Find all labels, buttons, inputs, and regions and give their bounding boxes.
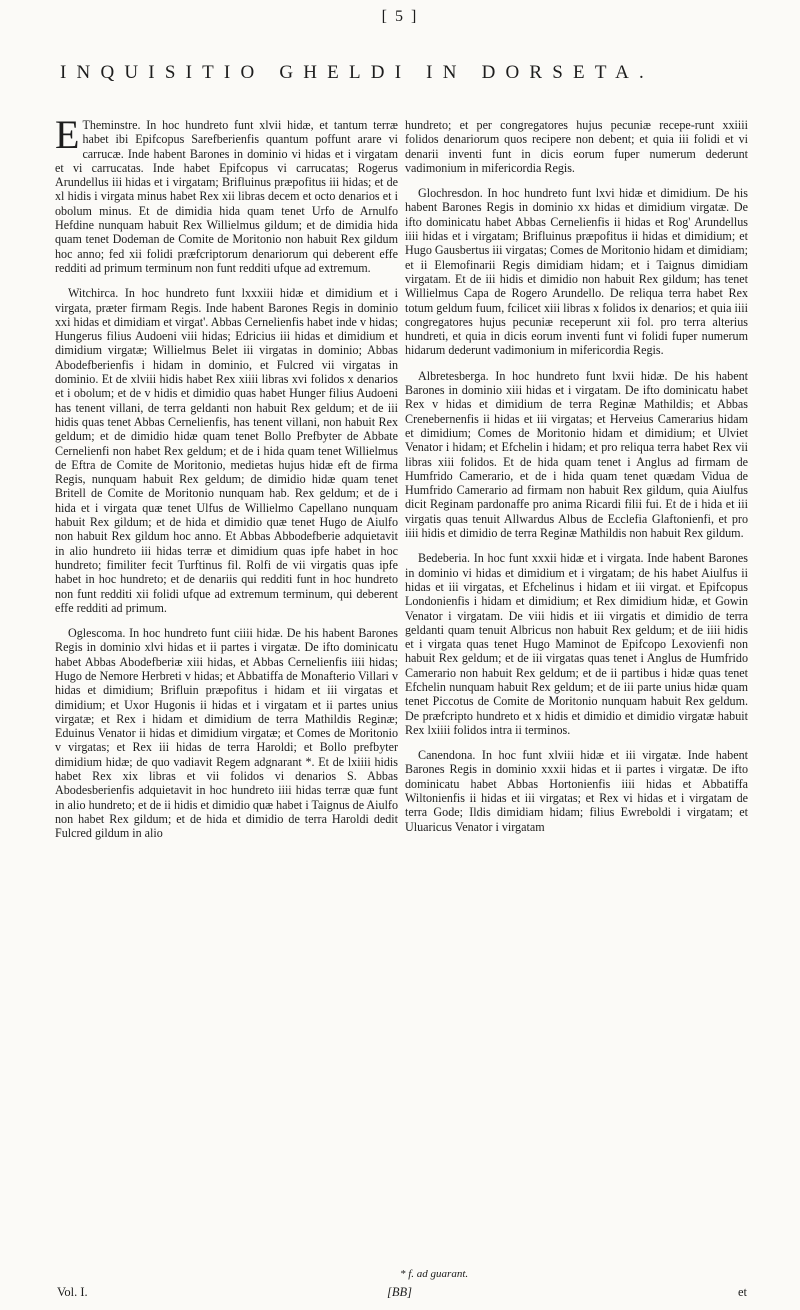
signature-mark: [BB]	[387, 1285, 412, 1299]
paragraph-albretesberga: Albretesberga. In hoc hundreto funt lxvii hidæ. De his habent Barones in dominio xiii hidas et i virgatam. De ifto dominicatu habet Rex v hidas et dimidium de terra Reginæ Mathildis; et Abbas Crenebernenfis ii hidas et iii virgatas; et Herveius Camerarius hidam et dimidium; Comes de Moritonio hidam et dimidium; et Ulviet Venator i hidam; et Efchelin i hidam; et pro reliqua terra habet Rex vii libras xiii folidos. Et de hida quam tenet i Anglus ad firmam de Humfrido Camerario, et de i hida quam tenet quædam Vidua de Humfrido Camerario ad firmam non habuit Rex gildum, quia Aiulfus dicit Reginam pardonaffe pro anima Ricardi filii fui. Et de i hida et iii virgatis quas tenuit Allwardus Albus de Ecclefia Glaftonienfi, et pro iiii hidis et dimidio de terra Reginæ Mathildis non habuit Rex gildum.	[405, 368, 748, 541]
catchword: et	[737, 1285, 747, 1299]
left-column	[55, 112, 398, 852]
paragraph-continuation: hundreto; et per congregatores hujus pecuniæ recepe-runt xxiiii folidos denariorum quos recipere non debent; et quia iii folidi et vi denarii inventi funt in dicis eorum fuper numerum dederunt vadimonium in mifericordia Regis.	[405, 118, 748, 175]
paragraph-canendona: Canendona. In hoc funt xlviii hidæ et iii virgatæ. Inde habent Barones Regis in dominio xxxii hidas et ii partes i virgatæ. De ifto dominicatu habet Abbas Hortonienfis iiii hidas et Abbatiffa Wiltonienfis ii hidas et iii virgatas; et Rex vi hidas et i virgatam de terra Gode; Ildis dimidiam hidam; filius Ewreboldi i virgatam; et Uluaricus Venator i virgatam	[405, 748, 748, 834]
volume-label: Vol. I.	[57, 1285, 88, 1299]
drop-cap: E	[55, 112, 80, 157]
paragraph-ethminstre	[55, 112, 398, 275]
paragraph-witchirca: Witchirca. In hoc hundreto funt lxxxiii hidæ et dimidium et i virgata, præter firmam Regis. Inde habent Barones Regis in dominio xxi hidas et dimidiam et virgat'. Abbas Cernelienfis habet inde v hidas; Hungerus filius Audoeni viii hidas; Edricius iii hidas et dimidium et dimidium virgatæ; Willielmus Belet iii virgatas in dominio; Abbas Abodefberienfis i hidam in dominio, et Fulcred vii virgatas in dominio. Et de xlviii hidis habet Rex xiiii libras xvi folidos x denarios et i obolum; et de v hidis et dimidio quas habet Hunger filius Audoeni has tenent villani, de terra geldanti non habuit Rex geldum; et de iii hidis quas tenet Abbas Cernelienfis, has tenent villani, non habuit Rex geldum; et de dimidio hidæ quam tenet Bollo Prefbyter de Abbate Cernelienfi non habet Rex geldum; et de i hida quam tenet Willielmus de Eftra de Comite de Moritonio, medietas hujus hidæ eft de firma Regis, nunquam habuit Rex geldum; de dimidio hidæ quam tenet Britell de Comite de Moritonio nunquam hab. Rex geldum; et de i hida et i virgata quæ tenet Ulfus de Willielmo Capellano nunquam habuit Rex gildum; et de hida et dimidio quæ tenet Hugo de Aiulfo non habuit Rex gildum hoc anno. Et Abbas Abbodefberie adquietavit in alio hundreto iii hidas terræ et dimidium quas ipfe habet in hoc hundreto; fimiliter fecit Turftinus fil. Rolfi de vii virgatis quas ipfe habet in hoc hundreto; et de denariis qui redditi funt in hoc hundreto non funt redditi xii folidi ufque ad extremum terminum, qui deberent effe redditi ad primum.	[55, 286, 398, 615]
paragraph-glochresdon: Glochresdon. In hoc hundreto funt lxvi hidæ et dimidium. De his habent Barones Regis in dominio xx hidas et dimidium virgatæ. De ifto dominicatu habet Abbas Cernelienfis ii hidas et Rog' Arundellus iiii hidas et i virgatam; Brifluinus præpofitus ii hidas et dimidium; et Hugo Gausbertus iii virgatas; Comes de Moritonio hidam et dimidiam; et ii Elemofinarii Regis dimidiam hidam; et i Taignus dimidiam virgatam. Et de iii hidis et dimidio non habuit Rex gildum; has tenet Willielmus Capa de Rogero Arundello. De reliqua terra habet Rex totum geldum fuum, fcilicet xiii libras x folidos ix denarios; et quia iiii congregatores hujus pecuniæ receperunt xii fol. pro terra alterius hundreti, et quia in dicis eorum inventi funt vi folidi fuper numerum hidarum dederunt vadimonium in mifericordia Regis.	[405, 186, 748, 358]
page-number: [ 5 ]	[381, 8, 419, 25]
paragraph-bedeberia: Bedeberia. In hoc funt xxxii hidæ et i virgata. Inde habent Barones in dominio vi hidas et dimidium et i virgatam; de his habet Aiulfus ii hidas et iii virgatas, et Efchelinus i hidam et iii virgat. et Epifcopus Londonienfis i hidam et dimidium; et Rex dimidium hidæ, et Gowin Venator i virgatam. De viii hidis et iii virgatis et dimidio de terra geldanti quam tenuit Albricus non habuit Rex geldum; et de iiii hidis et i virgata quas tenet Hugo Maminot de Epifcopo Lexovienfi non habuit Rex geldum; et de iii virgatas quas tenet i Anglus de Humfrido Camerario non habuit Rex geldum; et de ii partibus i hidæ quas tenet Efchelin nunquam habuit Rex geldum; et de iii parte unius hidæ quam tenet Piccotus de Comite de Moritonio nunquam habuit Rex geldum. De præfcripto hundreto et x hidis et dimidio et dimidio virgatæ habuit Rex lxiiii folidos intra ii terminos.	[405, 551, 748, 737]
right-column	[405, 118, 748, 845]
paragraph-text: Theminstre. In hoc hundreto funt xlvii hidæ, et tantum terræ habet ibi Epifcopus Sarefberienfis quantum poffunt arare vi carrucæ. Inde habent Barones in dominio vi hidas et i virgatam et vi carrucatas. Inde habet Epifcopus vi carrucatas; Rogerus Arundellus iii hidas et i virgatam; Brifluinus præpofitus iii hidas; et de xl hidis i virgata minus habet Rex xii libras decem et octo denarios et i obolum minus. Et de dimidia hida quam tenet Urfo de Arnulfo Hefdine nunquam habuit Rex Willielmus gildum; et de dimidia hida quam tenet Dodeman de Comite de Moritonio non habuit Rex gildum hoc anno; fed xii folidi præfcriptorum denariorum qui deberent effe redditi ad primum terminum non funt redditi ufque ad extremum.	[55, 118, 398, 275]
footnote: * f. ad guarant.	[400, 1268, 469, 1280]
page-title: INQUISITIO GHELDI IN DORSETA.	[60, 62, 655, 83]
paragraph-oglescoma: Oglescoma. In hoc hundreto funt ciiii hidæ. De his habent Barones Regis in dominio xlvi hidas et ii partes i virgatæ. De ifto dominicatu habet Abbas Abodefberiæ xiii hidas, et Abbas Cernelienfis iiii hidas; Hugo de Nemore Herbreti v hidas; et Abbatiffa de Monafterio Villari v hidas et dimidium; Brifluin præpofitus i hidam et iii virgatas et dimidium; et Uxor Hugonis ii hidas et i virgatam et ii partes unius virgatæ; et Rex i hidam et dimidium de terra Mathildis Reginæ; Eduinus Venator ii hidas et dimidium virgatæ; et Comes de Moritonio v virgatas; et Rex iii hidas de terra Haroldi; et Bollo prefbyter dimidium hidæ; de quo vadiavit Regem adgnarant *. Et de lxiiii hidis habet Rex xix libras et vii folidos vi denarios S. Abbas Abodesberienfis adquietavit in hoc hundreto iiii hidas terræ quæ funt in alio hundreto; et de ii hidis et dimidio quæ habet i Taignus de Aiulfo non habet Rex gildum; et de hida et dimidio de terra Haroldi dedit Fulcred gildum in alio	[55, 626, 398, 841]
